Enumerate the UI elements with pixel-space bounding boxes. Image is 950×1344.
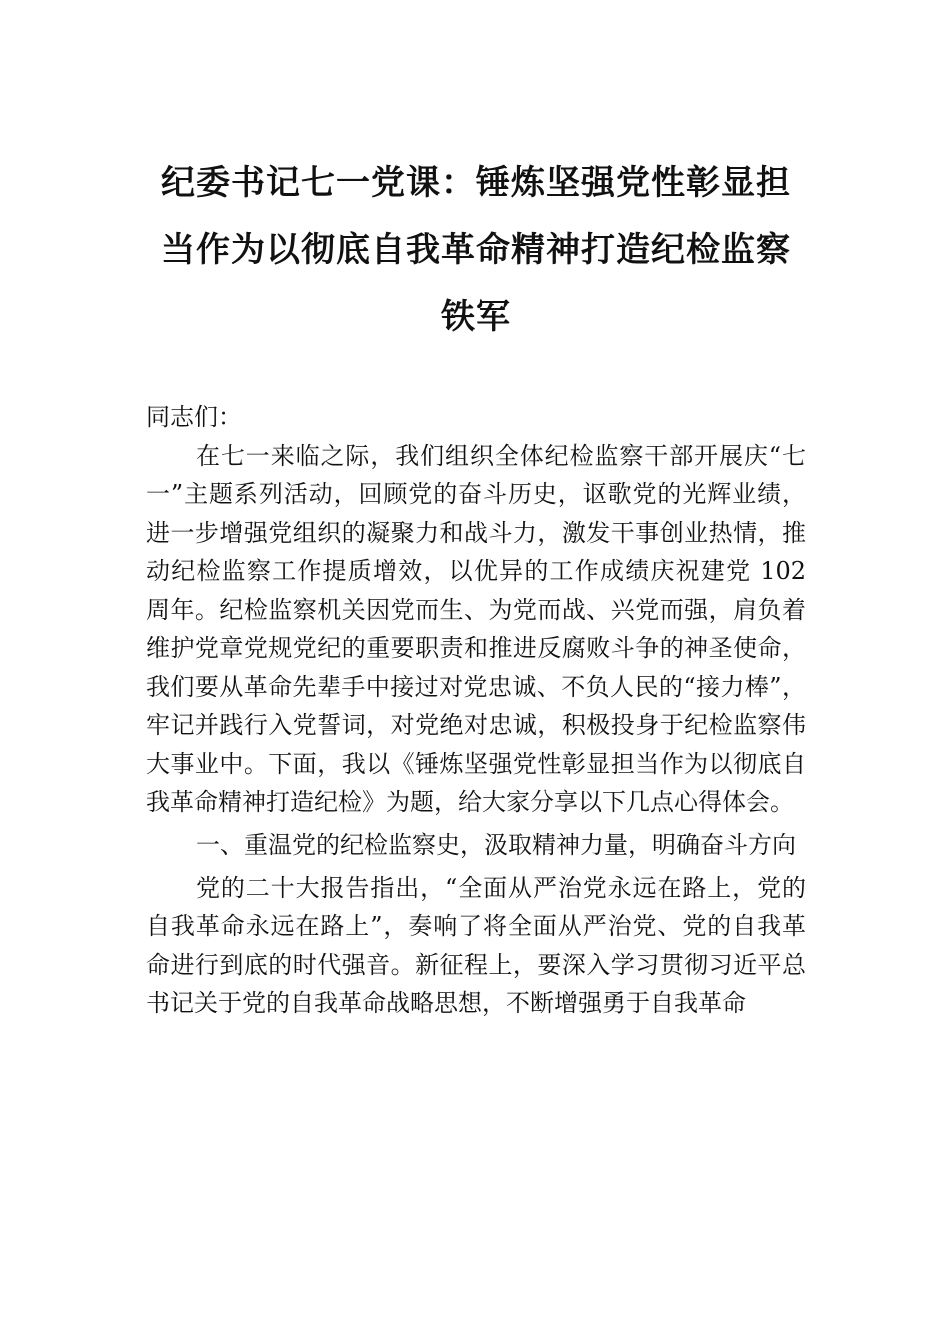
paragraph-intro: 在七一来临之际，我们组织全体纪检监察干部开展庆“七一”主题系列活动，回顾党的奋斗历史，讴歌党的光辉业绩，进一步增强党组织的凝聚力和战斗力，激发干事创业热情，推动纪检监察工作提质增效，以优异的工作成绩庆祝建党 102 周年。纪检监察机关因党而生、为党而战、兴党而强，肩负着维护党章党规党纪的重要职责和推进反腐败斗争的神圣使命，我们要从革命先辈手中接过对党忠诚、不负人民的“接力棒”，牢记并践行入党誓词，对党绝对忠诚，积极投身于纪检监察伟大事业中。下面，我以《锤炼坚强党性彰显担当作为以彻底自我革命精神打造纪检》为题，给大家分享以下几点心得体会。: [146, 441, 806, 816]
title-line-3: 铁军: [441, 297, 511, 337]
title-line-1: 纪委书记七一党课：锤炼坚强党性彰显担: [161, 163, 791, 203]
title-line-2: 当作为以彻底自我革命精神打造纪检监察: [161, 230, 791, 270]
salutation: 同志们：: [146, 403, 242, 431]
document-body: [146, 398, 806, 1023]
paragraph-section-1: 党的二十大报告指出，“全面从严治党永远在路上，党的自我革命永远在路上”，奏响了将全面从严治党、党的自我革命进行到底的时代强音。新征程上，要深入学习贯彻习近平总书记关于党的自我革命战略思想，不断增强勇于自我革命: [146, 873, 806, 1017]
document-title: [148, 150, 804, 351]
section-heading-1: 一、重温党的纪检监察史，汲取精神力量，明确奋斗方向: [196, 830, 796, 859]
